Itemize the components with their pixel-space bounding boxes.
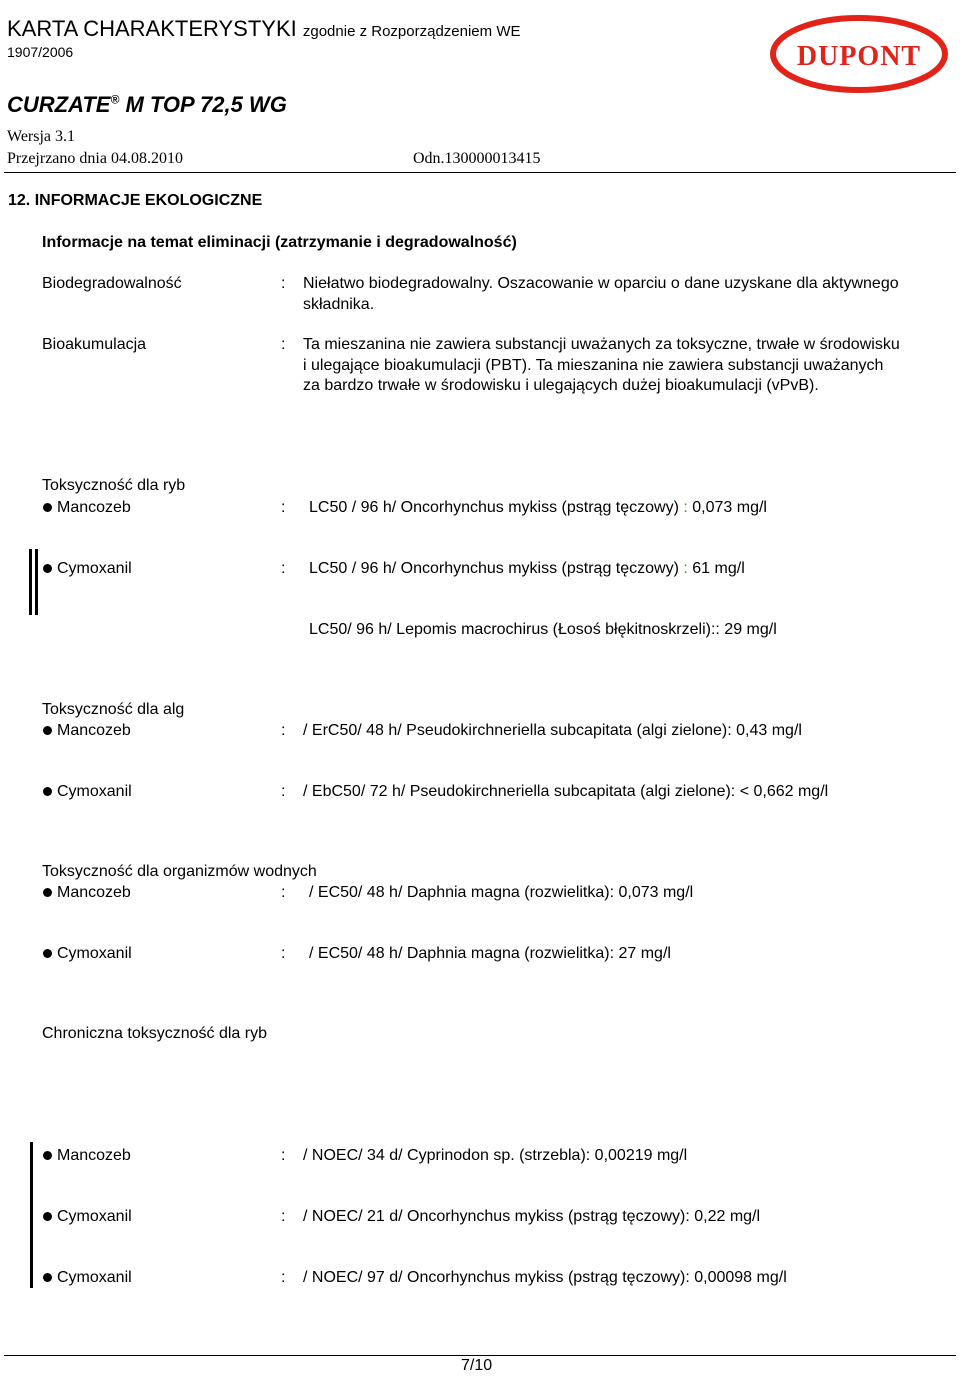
- document-title-sub: zgodnie z Rozporządzeniem WE: [302, 23, 521, 40]
- version: Wersja 3.1: [7, 128, 76, 145]
- change-bar: [30, 1142, 33, 1288]
- algae-toxicity-heading: Toksyczność dla alg: [42, 701, 185, 718]
- colon: :: [281, 884, 286, 901]
- substance-name: Mancozeb: [57, 884, 131, 901]
- substance-name: Cymoxanil: [57, 560, 132, 577]
- chronic-toxicity-value: / NOEC/ 34 d/ Cyprinodon sp. (strzebla): 0,00219 mg/l: [303, 1147, 688, 1164]
- fish-toxicity-value: [309, 498, 767, 518]
- substance-name: Cymoxanil: [57, 1269, 132, 1286]
- header-divider: [4, 172, 956, 173]
- bullet-icon: [43, 503, 52, 512]
- colon: :: [281, 783, 286, 800]
- biodegradation-text: Niełatwo biodegradowalny. Oszacowanie w oparciu o dane uzyskane dla aktywnego składnika.: [303, 275, 899, 313]
- document-title: [7, 16, 520, 42]
- dupont-logo: [769, 14, 949, 94]
- footer-divider: [4, 1355, 956, 1356]
- fish-result: 61 mg/l: [687, 560, 745, 577]
- colon: :: [281, 722, 286, 739]
- product-name-main: CURZATE: [7, 92, 111, 117]
- aquatic-toxicity-heading: Toksyczność dla organizmów wodnych: [42, 863, 317, 880]
- registered-mark: ®: [110, 92, 120, 107]
- substance-name: Cymoxanil: [57, 783, 132, 800]
- colon: :: [281, 1269, 286, 1286]
- fish-result: 0,073 mg/l: [687, 499, 767, 516]
- fish-toxicity-heading: Toksyczność dla ryb: [42, 477, 186, 494]
- change-bar: [35, 549, 38, 615]
- revised-date: Przejrzano dnia 04.08.2010: [7, 150, 183, 167]
- substance-name: Mancozeb: [57, 1147, 131, 1164]
- colon: :: [281, 1208, 286, 1225]
- fish-toxicity-extra: LC50/ 96 h/ Lepomis macrochirus (Łosoś błękitnoskrzeli):: 29 mg/l: [309, 621, 777, 638]
- bullet-icon: [43, 787, 52, 796]
- fish-toxicity-value: [309, 559, 745, 579]
- bullet-icon: [43, 1212, 52, 1221]
- svg-text:DUPONT: DUPONT: [796, 41, 922, 72]
- bullet-icon: [43, 1273, 52, 1282]
- aquatic-toxicity-value: / EC50/ 48 h/ Daphnia magna (rozwielitka): 27 mg/l: [309, 945, 671, 962]
- fish-test: LC50 / 96 h/ Oncorhynchus mykiss (pstrąg tęczowy): [309, 560, 684, 577]
- green-colon: :: [683, 560, 688, 577]
- bullet-icon: [43, 564, 52, 573]
- product-name: [7, 92, 287, 118]
- page-number: 7/10: [461, 1357, 493, 1374]
- product-name-suffix: M TOP 72,5 WG: [125, 92, 287, 117]
- substance-name: Mancozeb: [57, 722, 131, 739]
- section-title: 12. INFORMACJE EKOLOGICZNE: [8, 192, 263, 209]
- green-colon: :: [683, 499, 688, 516]
- colon: :: [281, 499, 286, 516]
- document-title-main: KARTA CHARAKTERYSTYKI: [7, 16, 297, 41]
- substance-name: Cymoxanil: [57, 945, 132, 962]
- regulation-number: 1907/2006: [7, 44, 74, 60]
- chronic-toxicity-value: / NOEC/ 97 d/ Oncorhynchus mykiss (pstrąg tęczowy): 0,00098 mg/l: [303, 1269, 787, 1286]
- chronic-toxicity-heading: Chroniczna toksyczność dla ryb: [42, 1025, 267, 1042]
- colon: :: [281, 1147, 286, 1164]
- change-bar: [29, 549, 32, 615]
- substance-name: Mancozeb: [57, 499, 131, 516]
- substance-name: Cymoxanil: [57, 1208, 132, 1225]
- colon: :: [281, 275, 286, 292]
- algae-toxicity-value: / ErC50/ 48 h/ Pseudokirchneriella subcapitata (algi zielone): 0,43 mg/l: [303, 722, 802, 739]
- bullet-icon: [43, 888, 52, 897]
- bullet-icon: [43, 949, 52, 958]
- colon: :: [281, 945, 286, 962]
- chronic-toxicity-value: / NOEC/ 21 d/ Oncorhynchus mykiss (pstrąg tęczowy): 0,22 mg/l: [303, 1208, 761, 1225]
- algae-toxicity-value: / EbC50/ 72 h/ Pseudokirchneriella subcapitata (algi zielone): < 0,662 mg/l: [303, 783, 829, 800]
- bullet-icon: [43, 1151, 52, 1160]
- bioaccumulation-text: Ta mieszanina nie zawiera substancji uważanych za toksyczne, trwałe w środowisku i ulegające bioakumulacji (PBT). Ta mieszanina nie zawiera substancji uważanych za bardzo trwałe w środowisku i ulegających dużej bioakumulacji (vPvB).: [303, 336, 900, 394]
- colon: :: [281, 336, 286, 353]
- elimination-heading: Informacje na temat eliminacji (zatrzymanie i degradowalność): [42, 234, 517, 251]
- colon: :: [281, 560, 286, 577]
- biodegradation-label: Biodegradowalność: [42, 275, 182, 292]
- fish-test: LC50 / 96 h/ Oncorhynchus mykiss (pstrąg tęczowy): [309, 499, 684, 516]
- document-number: Odn.130000013415: [413, 150, 541, 167]
- aquatic-toxicity-value: / EC50/ 48 h/ Daphnia magna (rozwielitka): 0,073 mg/l: [309, 884, 694, 901]
- bullet-icon: [43, 726, 52, 735]
- bioaccumulation-label: Bioakumulacja: [42, 336, 147, 353]
